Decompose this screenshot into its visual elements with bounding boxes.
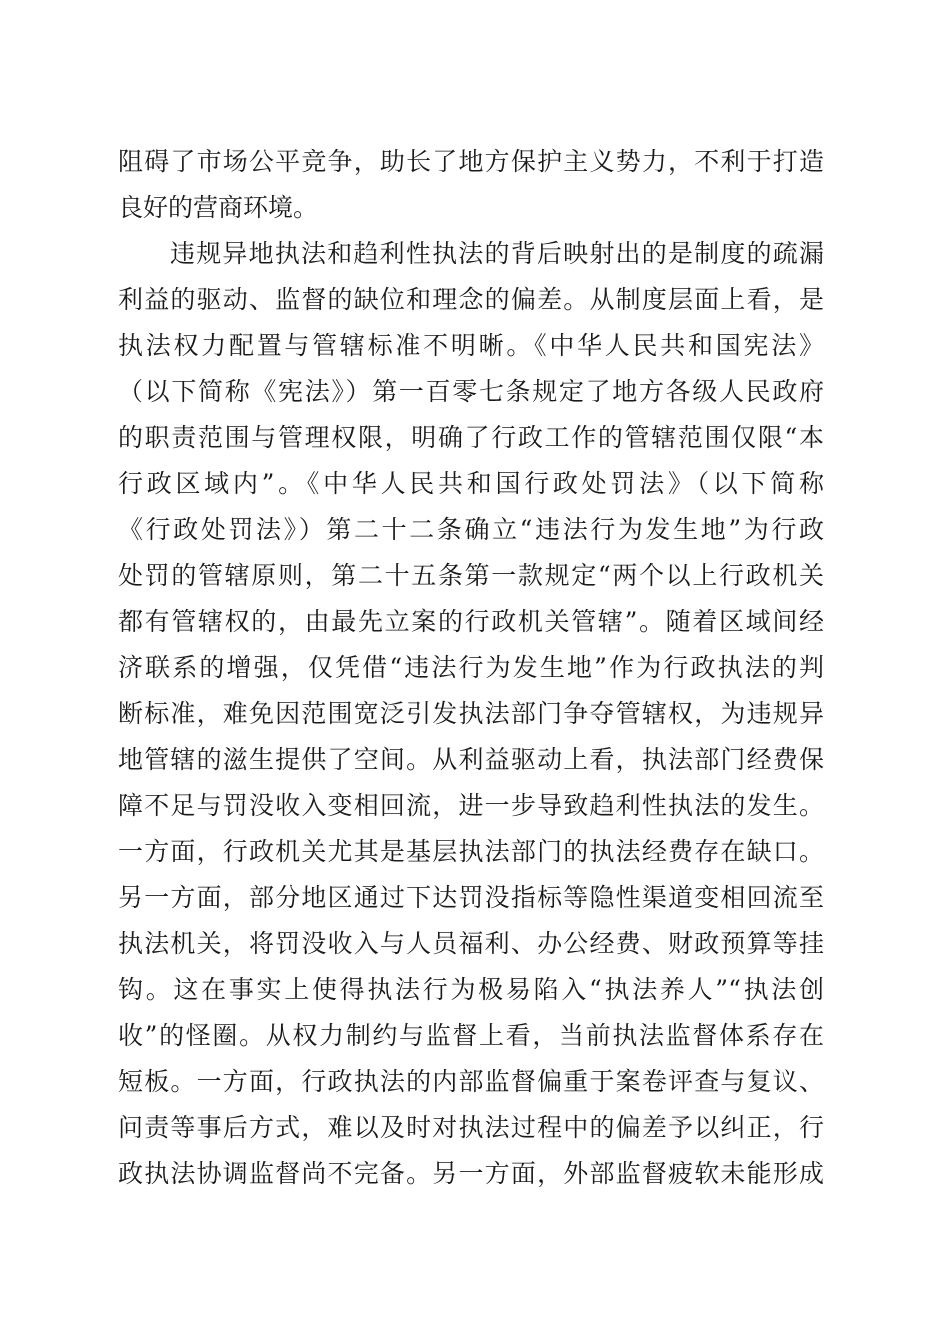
text-line: 良好的营商环境。 [118,193,319,222]
text-line: 地管辖的滋生提供了空间。从利益驱动上看，执法部门经费保 [118,745,824,774]
text-line: 处罚的管辖原则，第二十五条第一款规定“两个以上行政机关 [118,561,824,590]
text-line: 一方面，行政机关尤其是基层执法部门的执法经费存在缺口。 [118,837,824,866]
text-line: 另一方面，部分地区通过下达罚没指标等隐性渠道变相回流至 [118,883,824,912]
text-line: 收”的怪圈。从权力制约与监督上看，当前执法监督体系存在 [118,1021,824,1050]
text-line: 阻碍了市场公平竞争，助长了地方保护主义势力，不利于打造 [118,147,824,176]
text-line: 钩。这在事实上使得执法行为极易陷入“执法养人”“执法创 [118,975,824,1004]
text-line: 政执法协调监督尚不完备。另一方面，外部监督疲软未能形成 [118,1159,824,1188]
text-line: （以下简称《宪法》）第一百零七条规定了地方各级人民政府 [118,377,824,406]
text-line: 的职责范围与管理权限，明确了行政工作的管辖范围仅限“本 [118,423,824,452]
text-line: 都有管辖权的，由最先立案的行政机关管辖”。随着区域间经 [118,607,824,636]
text-line: 障不足与罚没收入变相回流，进一步导致趋利性执法的发生。 [118,791,824,820]
text-line: 短板。一方面，行政执法的内部监督偏重于案卷评查与复议、 [118,1067,824,1096]
text-line: 《行政处罚法》）第二十二条确立“违法行为发生地”为行政 [118,515,824,544]
paragraph-first-line: 违规异地执法和趋利性执法的背后映射出的是制度的疏漏 [170,239,824,268]
text-line: 济联系的增强，仅凭借“违法行为发生地”作为行政执法的判 [118,653,824,682]
text-line: 断标准，难免因范围宽泛引发执法部门争夺管辖权，为违规异 [118,699,824,728]
text-line: 利益的驱动、监督的缺位和理念的偏差。从制度层面上看，是 [118,285,824,314]
text-line: 行政区域内”。《中华人民共和国行政处罚法》（以下简称 [118,469,824,498]
text-line: 问责等事后方式，难以及时对执法过程中的偏差予以纠正，行 [118,1113,824,1142]
text-line: 执法机关，将罚没收入与人员福利、办公经费、财政预算等挂 [118,929,824,958]
text-line: 执法权力配置与管辖标准不明晰。《中华人民共和国宪法》 [118,331,824,360]
